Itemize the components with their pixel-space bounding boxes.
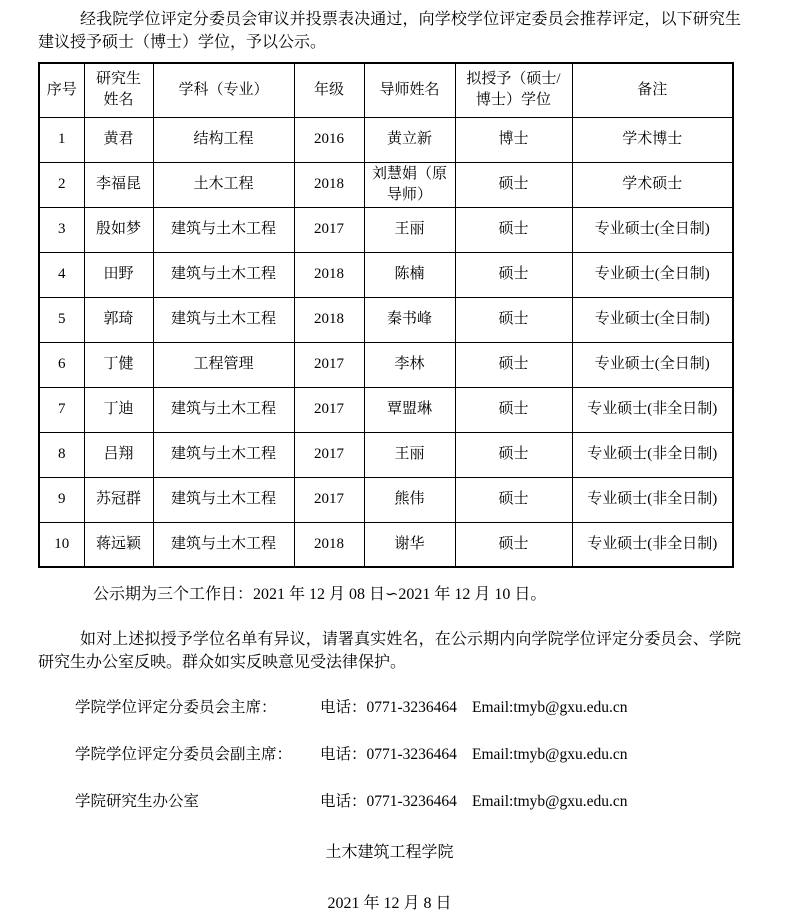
table-cell: 专业硕士(非全日制) xyxy=(572,477,733,522)
contact-row-graduate-office xyxy=(38,792,741,812)
table-cell: 2018 xyxy=(294,252,364,297)
table-cell: 谢华 xyxy=(364,522,455,567)
notice-period-line: 公示期为三个工作日：2021 年 12 月 08 日∽2021 年 12 月 10 日。 xyxy=(93,586,547,603)
table-cell: 博士 xyxy=(455,117,572,162)
table-cell: 2 xyxy=(39,162,84,207)
table-cell: 苏冠群 xyxy=(84,477,153,522)
intro-paragraph: 经我院学位评定分委员会审议并投票表决通过，向学校学位评定委员会推荐评定，以下研究生建议授予硕士（博士）学位，予以公示。 xyxy=(38,11,741,51)
table-cell: 2018 xyxy=(294,162,364,207)
table-cell: 郭琦 xyxy=(84,297,153,342)
table-cell: 建筑与土木工程 xyxy=(153,207,294,252)
header-advisor: 导师姓名 xyxy=(364,63,455,117)
table-cell: 黄君 xyxy=(84,117,153,162)
contact-list xyxy=(38,698,741,812)
table-cell: 丁迪 xyxy=(84,387,153,432)
table-cell: 建筑与土木工程 xyxy=(153,477,294,522)
table-cell: 硕士 xyxy=(455,342,572,387)
table-cell: 王丽 xyxy=(364,432,455,477)
table-cell: 9 xyxy=(39,477,84,522)
table-cell: 学术硕士 xyxy=(572,162,733,207)
degree-candidates-table xyxy=(38,62,734,568)
table-cell: 专业硕士(全日制) xyxy=(572,342,733,387)
contact-label: 学院学位评定分委员会副主席： xyxy=(75,746,293,763)
table-cell: 8 xyxy=(39,432,84,477)
signature-date: 2021 年 12 月 8 日 xyxy=(327,895,452,912)
table-cell: 7 xyxy=(39,387,84,432)
table-cell: 丁健 xyxy=(84,342,153,387)
table-cell: 硕士 xyxy=(455,477,572,522)
table-row xyxy=(39,297,733,342)
table-row xyxy=(39,162,733,207)
contact-email: Email:tmyb@gxu.edu.cn xyxy=(472,746,628,763)
table-cell: 建筑与土木工程 xyxy=(153,297,294,342)
header-seq: 序号 xyxy=(39,63,84,117)
table-cell: 秦书峰 xyxy=(364,297,455,342)
table-cell: 6 xyxy=(39,342,84,387)
table-cell: 硕士 xyxy=(455,252,572,297)
table-cell: 5 xyxy=(39,297,84,342)
table-row xyxy=(39,342,733,387)
table-cell: 覃盟琳 xyxy=(364,387,455,432)
table-cell: 学术博士 xyxy=(572,117,733,162)
table-cell: 2017 xyxy=(294,477,364,522)
header-grade: 年级 xyxy=(294,63,364,117)
table-cell: 2016 xyxy=(294,117,364,162)
table-cell: 硕士 xyxy=(455,387,572,432)
contact-row-chairman xyxy=(38,698,741,718)
table-cell: 1 xyxy=(39,117,84,162)
table-cell: 2017 xyxy=(294,207,364,252)
header-remarks: 备注 xyxy=(572,63,733,117)
table-header-row xyxy=(39,63,733,117)
table-cell: 硕士 xyxy=(455,207,572,252)
table-cell: 硕士 xyxy=(455,162,572,207)
contact-phone: 电话：0771-3236464 xyxy=(320,699,457,716)
contact-email: Email:tmyb@gxu.edu.cn xyxy=(472,793,628,810)
table-cell: 10 xyxy=(39,522,84,567)
table-row xyxy=(39,387,733,432)
table-row xyxy=(39,117,733,162)
contact-phone: 电话：0771-3236464 xyxy=(320,746,457,763)
table-cell: 土木工程 xyxy=(153,162,294,207)
table-cell: 刘慧娟（原导师） xyxy=(364,162,455,207)
table-cell: 专业硕士(全日制) xyxy=(572,252,733,297)
table-cell: 专业硕士(非全日制) xyxy=(572,387,733,432)
contact-row-vice-chairman xyxy=(38,745,741,765)
table-cell: 专业硕士(全日制) xyxy=(572,297,733,342)
table-cell: 建筑与土木工程 xyxy=(153,432,294,477)
table-cell: 硕士 xyxy=(455,297,572,342)
table-row xyxy=(39,207,733,252)
table-cell: 王丽 xyxy=(364,207,455,252)
table-row xyxy=(39,252,733,297)
table-cell: 田野 xyxy=(84,252,153,297)
table-cell: 李福昆 xyxy=(84,162,153,207)
signature-organization: 土木建筑工程学院 xyxy=(325,844,454,861)
contact-phone: 电话：0771-3236464 xyxy=(320,793,457,810)
table-cell: 2017 xyxy=(294,387,364,432)
table-cell: 2018 xyxy=(294,522,364,567)
table-cell: 结构工程 xyxy=(153,117,294,162)
table-row xyxy=(39,432,733,477)
table-cell: 2018 xyxy=(294,297,364,342)
table-cell: 专业硕士(非全日制) xyxy=(572,522,733,567)
table-cell: 4 xyxy=(39,252,84,297)
table-cell: 建筑与土木工程 xyxy=(153,522,294,567)
contact-label: 学院学位评定分委员会主席： xyxy=(75,699,277,716)
table-cell: 专业硕士(全日制) xyxy=(572,207,733,252)
table-cell: 黄立新 xyxy=(364,117,455,162)
table-cell: 熊伟 xyxy=(364,477,455,522)
table-cell: 2017 xyxy=(294,432,364,477)
table-cell: 吕翔 xyxy=(84,432,153,477)
header-subject: 学科（专业） xyxy=(153,63,294,117)
header-student-name: 研究生 姓名 xyxy=(84,63,153,117)
table-row xyxy=(39,522,733,567)
table-cell: 工程管理 xyxy=(153,342,294,387)
contact-label: 学院研究生办公室 xyxy=(75,793,200,810)
objection-paragraph: 如对上述拟授予学位名单有异议，请署真实姓名，在公示期内向学院学位评定分委员会、学院研究生办公室反映。群众如实反映意见受法律保护。 xyxy=(38,631,741,671)
table-row xyxy=(39,477,733,522)
table-cell: 硕士 xyxy=(455,432,572,477)
table-cell: 硕士 xyxy=(455,522,572,567)
table-cell: 殷如梦 xyxy=(84,207,153,252)
table-cell: 李林 xyxy=(364,342,455,387)
table-cell: 3 xyxy=(39,207,84,252)
table-cell: 专业硕士(非全日制) xyxy=(572,432,733,477)
table-cell: 建筑与土木工程 xyxy=(153,252,294,297)
table-cell: 蒋远颖 xyxy=(84,522,153,567)
table-cell: 2017 xyxy=(294,342,364,387)
header-degree: 拟授予（硕士/ 博士）学位 xyxy=(455,63,572,117)
table-cell: 建筑与土木工程 xyxy=(153,387,294,432)
table-cell: 陈楠 xyxy=(364,252,455,297)
contact-email: Email:tmyb@gxu.edu.cn xyxy=(472,699,628,716)
